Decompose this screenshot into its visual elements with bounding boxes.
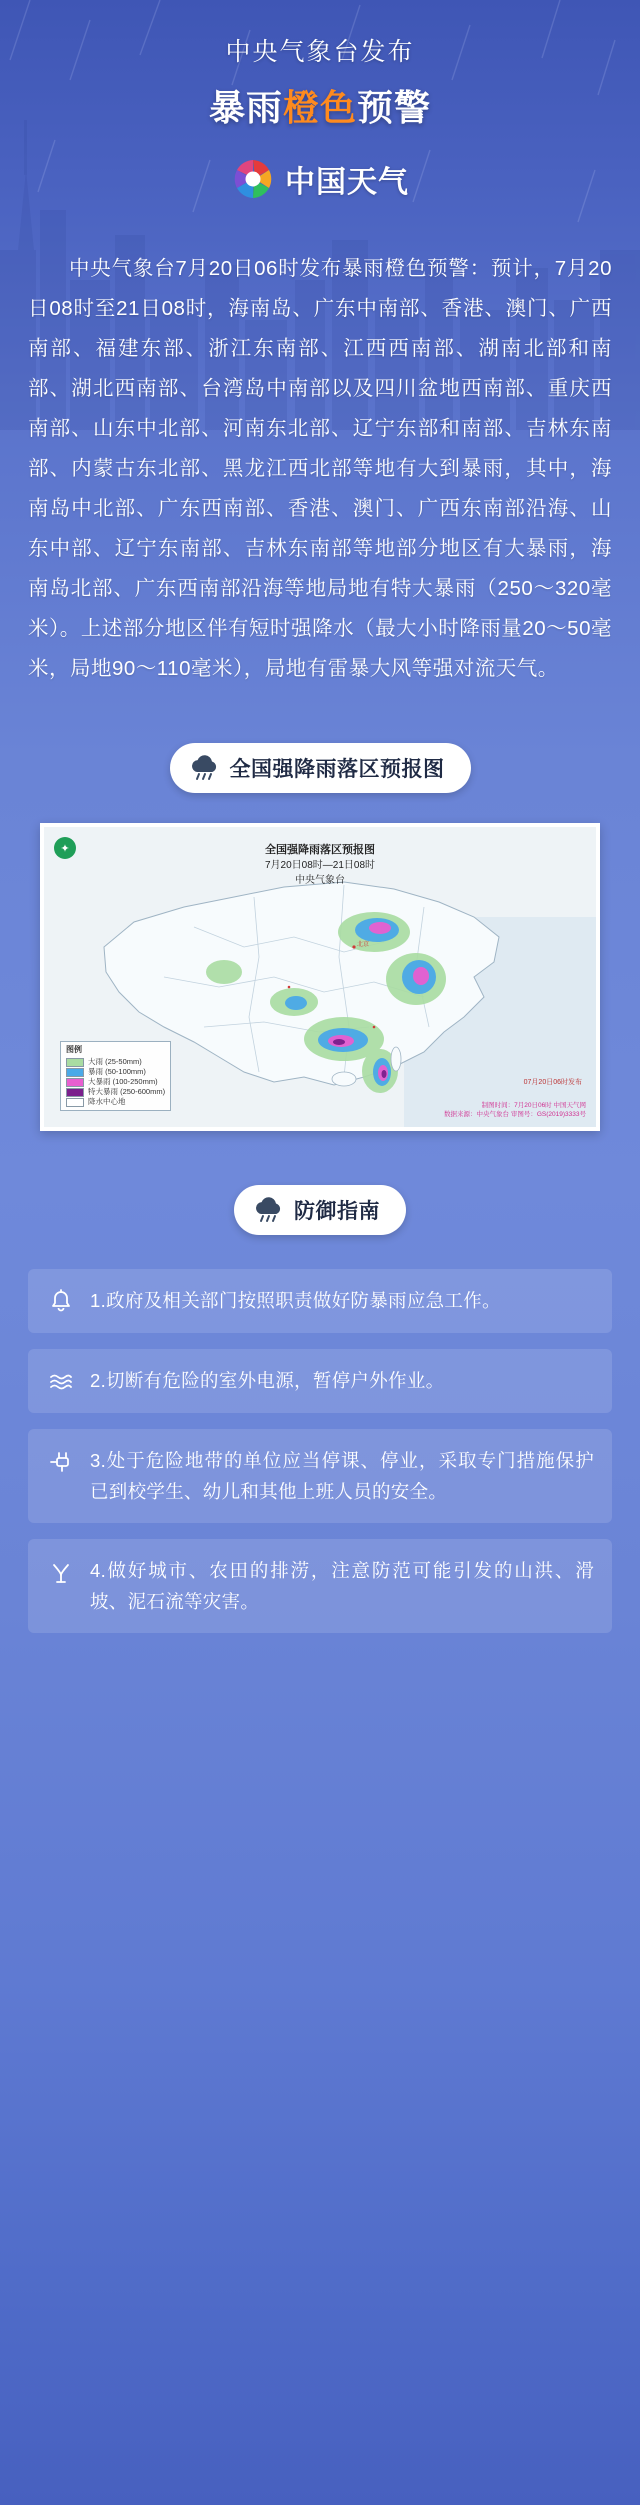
legend-label: 降水中心地 <box>88 1097 126 1106</box>
legend-item <box>66 1077 165 1087</box>
header-subtitle: 中央气象台发布 <box>225 38 415 66</box>
legend-label: 暴雨 (50-100mm) <box>88 1067 146 1076</box>
poster-header <box>0 0 640 201</box>
list-item <box>28 1539 612 1633</box>
map-title: 全国强降雨落区预报图 <box>265 844 375 856</box>
brand-block <box>0 157 640 201</box>
rain-cloud-icon <box>188 755 222 781</box>
water-wave-icon <box>46 1367 76 1397</box>
bell-icon <box>46 1287 76 1317</box>
title-prefix: 暴雨 <box>208 87 283 128</box>
map-section-heading <box>0 743 640 793</box>
bottom-spacer <box>0 1649 640 1689</box>
compass-icon: ✦ <box>54 837 76 859</box>
drain-icon <box>46 1557 76 1587</box>
guide-section-heading <box>0 1185 640 1235</box>
map-title-block <box>44 843 596 888</box>
legend-label: 大暴雨 (100-250mm) <box>88 1077 158 1086</box>
list-item <box>28 1429 612 1523</box>
plug-icon <box>46 1447 76 1477</box>
legend-item <box>66 1087 165 1097</box>
svg-text:北京: 北京 <box>357 942 370 948</box>
rain-cloud-icon <box>252 1197 286 1223</box>
legend-item <box>66 1057 165 1067</box>
legend-title: 图例 <box>66 1045 82 1054</box>
guide-section-pill <box>234 1185 406 1235</box>
map-footer <box>444 1101 586 1119</box>
legend-item <box>66 1097 165 1107</box>
map-legend <box>60 1041 171 1111</box>
forecast-map <box>44 827 596 1127</box>
map-stamp: 07月20日06时发布 <box>523 1079 582 1086</box>
warning-body-text: 中央气象台7月20日06时发布暴雨橙色预警：预计，7月20日08时至21日08时，海南岛、广东中南部、香港、澳门、广西南部、福建东部、浙江东南部、江西西南部、湖南北部和南部、湖北西南部、台湾岛中南部以及四川盆地西南部、重庆西南部、山东中北部、河南东北部、辽宁东部和南部、吉林东南部、内蒙古东北部、黑龙江西北部等地有大到暴雨，其中，海南岛中北部、广东西南部、香港、澳门、广西东南部沿海、山东中部、辽宁东南部、吉林东南部等地部分地区有大暴雨，海南岛北部、广东西南部沿海等地局地有特大暴雨（250～320毫米）。上述部分地区伴有短时强降水（最大小时降雨量20～50毫米，局地90～110毫米），局地有雷暴大风等强对流天气。 <box>28 257 612 680</box>
list-item <box>28 1349 612 1413</box>
legend-item <box>66 1067 165 1077</box>
china-weather-logo-icon <box>231 157 275 201</box>
legend-swatch <box>66 1068 84 1077</box>
map-footer-line2: 数据来源：中央气象台 审图号：GS(2019)3333号 <box>444 1111 586 1118</box>
brand-name: 中国天气 <box>285 166 409 199</box>
legend-swatch <box>66 1058 84 1067</box>
guide-section-title: 防御指南 <box>294 1200 380 1223</box>
legend-swatch <box>66 1088 84 1097</box>
legend-swatch <box>66 1098 84 1107</box>
title-highlight: 橙色 <box>282 87 357 128</box>
map-section-pill <box>170 743 471 793</box>
forecast-map-container <box>40 823 600 1131</box>
list-item <box>28 1269 612 1333</box>
legend-label: 特大暴雨 (250-600mm) <box>88 1087 166 1096</box>
title-suffix: 预警 <box>357 87 432 128</box>
page-title <box>0 80 640 131</box>
guide-text: 1.政府及相关部门按照职责做好防暴雨应急工作。 <box>90 1290 501 1311</box>
map-footer-line1: 制图时间：7月20日06时 中国天气网 <box>481 1102 586 1109</box>
guide-text: 2.切断有危险的室外电源，暂停户外作业。 <box>90 1370 445 1391</box>
legend-swatch <box>66 1078 84 1087</box>
guide-list <box>28 1269 612 1633</box>
map-org: 中央气象台 <box>295 875 345 886</box>
guide-text: 4.做好城市、农田的排涝，注意防范可能引发的山洪、滑坡、泥石流等灾害。 <box>90 1560 594 1612</box>
guide-text: 3.处于危险地带的单位应当停课、停业，采取专门措施保护已到校学生、幼儿和其他上班人员的安全。 <box>90 1450 594 1502</box>
legend-label: 大雨 (25-50mm) <box>88 1057 142 1066</box>
map-subtitle: 7月20日08时—21日08时 <box>264 860 376 871</box>
map-section-title: 全国强降雨落区预报图 <box>229 758 445 781</box>
